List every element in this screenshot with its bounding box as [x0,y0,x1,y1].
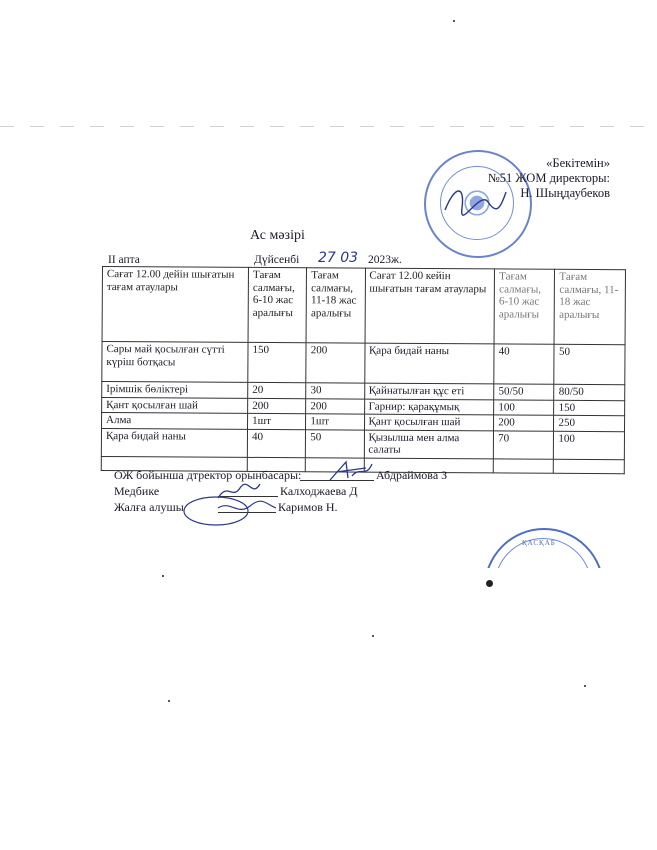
column-header: Тағам салмағы, 11-18 жас аралығы [555,269,626,344]
table-cell: 20 [248,382,306,398]
responsible-label: Жалға алушы [114,500,184,514]
table-cell: 80/50 [554,384,625,400]
director-signature-icon [440,180,510,220]
table-cell: 200 [494,415,554,431]
approval-name: Н. Шыңдаубеков [520,186,610,200]
table-cell: Қант қосылған шай [364,414,494,430]
table-cell: 200 [306,398,364,414]
table-cell: Қайнатылған құс еті [364,383,494,399]
table-cell: 70 [494,430,554,458]
handwritten-date: 27 03 [318,250,359,266]
deputy-label: ОЖ бойынша дтректор орынбасары: [114,468,302,482]
column-header: Сағат 12.00 дейін шығатын тағам атаулары [102,267,249,343]
table-cell: 100 [494,399,554,415]
table-cell: Алма [102,413,248,429]
nurse-row [114,484,494,498]
scan-speck [162,575,164,577]
table-cell: 200 [306,343,364,383]
responsible-signature-icon [180,494,280,528]
week-label: II апта [108,254,140,266]
column-header: Тағам салмағы, 6-10 жас аралығы [248,267,307,342]
nurse-name: Калходжаева Д [280,484,358,498]
scan-speck [372,635,374,637]
table-cell: 50 [306,429,364,457]
approval-position: №51 ЖОМ директоры: [487,171,610,185]
responsible-row [114,500,494,514]
nurse-label: Медбике [114,484,160,498]
table-cell: Қара бидай наны [101,428,247,457]
table-row [101,428,624,459]
table-cell: Ірімшік бөліктері [102,382,248,398]
scan-speck [453,20,455,22]
scan-speck [584,685,586,687]
table-cell: 1шт [248,413,306,429]
scan-speck [486,580,493,587]
signatures-block [114,468,494,514]
table-cell: 150 [554,400,625,416]
table-cell: 1шт [306,414,364,430]
responsible-name: Каримов Н. [278,500,338,514]
menu-table [101,266,626,474]
table-cell: 50 [554,344,625,384]
table-cell: 150 [248,342,306,382]
table-cell: Сары май қосылған сүтті күріш ботқасы [102,342,248,383]
table-cell: 30 [306,383,364,399]
year-label: 2023ж. [368,254,402,266]
table-cell: Қызылша мен алма салаты [364,430,494,459]
table-cell: 100 [554,431,625,459]
table-cell: Қара бидай наны [364,343,494,384]
table-cell [554,459,625,473]
page-title: Ас мәзірі [250,228,305,243]
column-header: Сағат 12.00 кейін шығатын тағам атаулары [365,268,495,344]
table-cell: 200 [248,398,306,414]
table-cell: 40 [247,429,305,457]
table-cell: Гарнир: қарақұмық [364,399,494,415]
day-label: Дүйсенбі [254,254,300,266]
table-cell: 250 [554,415,625,431]
table-cell: 50/50 [494,384,554,400]
column-header: Тағам салмағы, 11-18 жас аралығы [306,268,365,343]
table-header-row [102,267,625,345]
scan-artifact-line [0,126,657,127]
table-cell [493,458,553,472]
stamp-text: ҚАСҚАБ [522,539,556,547]
official-stamp-partial [484,528,604,568]
deputy-signature-icon [326,458,376,484]
scan-speck [168,700,170,702]
deputy-row [114,468,494,482]
table-cell: 40 [494,344,555,384]
column-header: Тағам салмағы, 6-10 жас аралығы [494,269,555,344]
deputy-name: Абдраймова З [376,468,448,482]
table-row [102,342,625,385]
approval-heading: «Бекітемін» [546,156,610,170]
table-cell: Қант қосылған шай [102,397,248,413]
